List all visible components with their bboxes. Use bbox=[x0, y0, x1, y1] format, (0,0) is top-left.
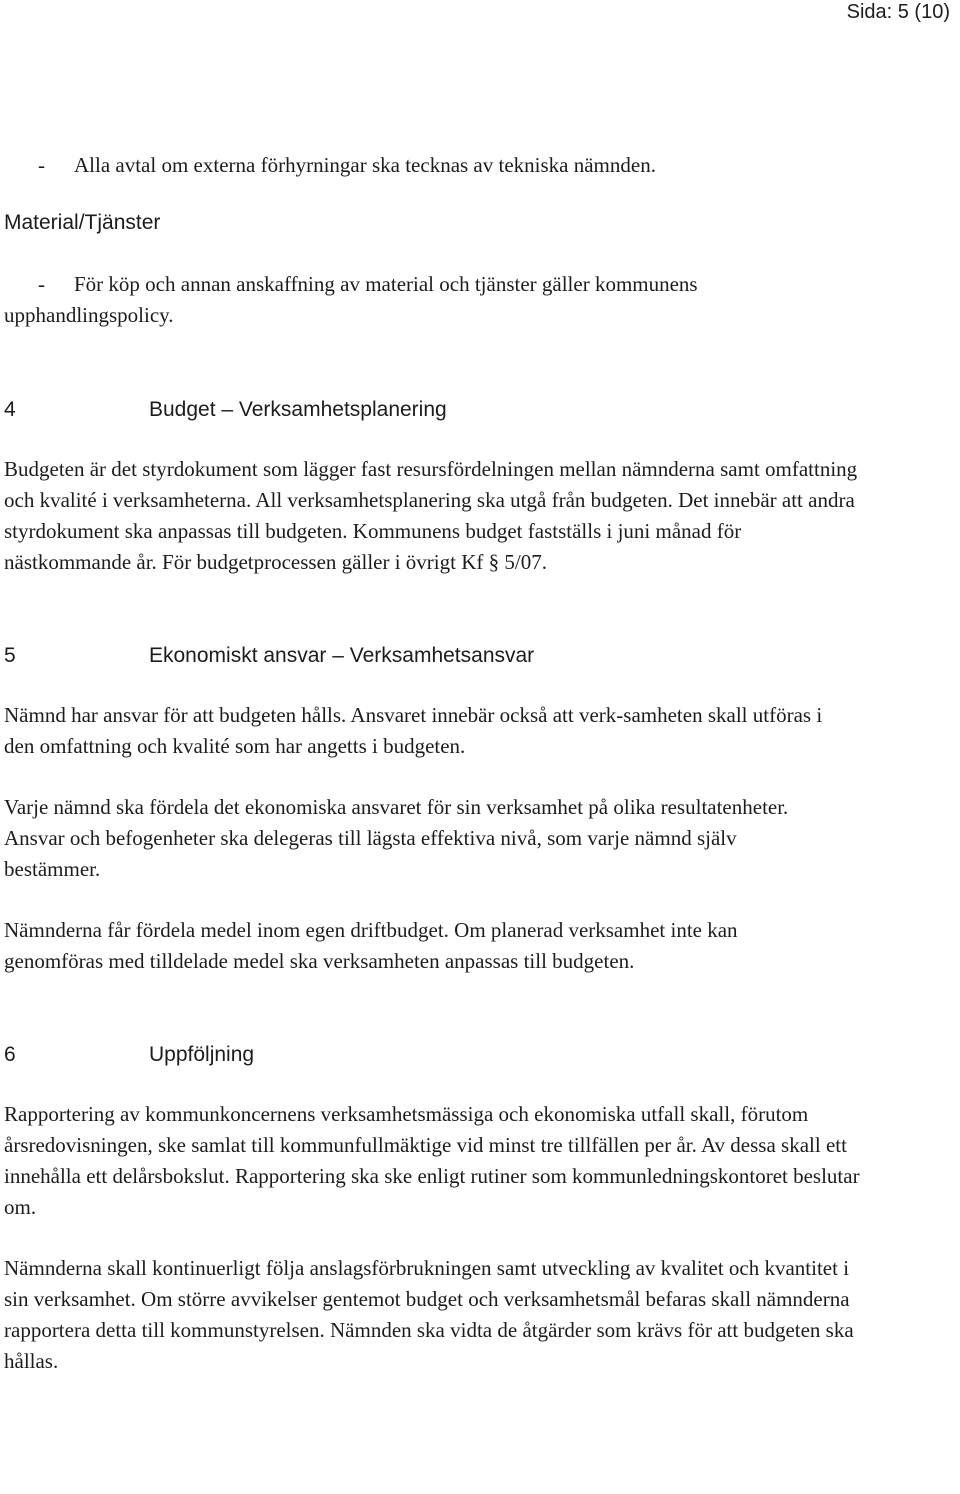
section-number: 6 bbox=[4, 1043, 16, 1066]
page-number: Sida: 5 (10) bbox=[846, 1, 950, 23]
section-6-heading bbox=[4, 1041, 944, 1069]
section-6-paragraph-1: Rapportering av kommunkoncernens verksamhetsmässiga och ekonomiska utfall skall, förutom årsredovisningen, ske samlat till kommunfullmäktige vid minst tre tillfällen per år. Av dessa skall ett innehålla ett delårsbokslut. Rapportering ska ske enligt rutiner som kommunledningskontoret beslutar om. bbox=[4, 1102, 860, 1219]
section-title: Uppföljning bbox=[149, 1043, 255, 1066]
subheading-material-services: Material/Tjänster bbox=[4, 211, 161, 234]
bullet-dash: - bbox=[38, 153, 45, 177]
section-number: 5 bbox=[4, 644, 16, 667]
section-5-paragraph-2: Varje nämnd ska fördela det ekonomiska ansvaret för sin verksamhet på olika resultatenheter. Ansvar och befogenheter ska delegeras till lägsta effektiva nivå, som varje nämnd själv bestämmer. bbox=[4, 795, 789, 881]
bullet-text-line-2: upphandlingspolicy. bbox=[4, 303, 174, 327]
section-5-heading bbox=[4, 642, 944, 670]
section-5-paragraph-1: Nämnd har ansvar för att budgeten hålls. Ansvaret innebär också att verk-samheten skall utföras i den omfattning och kvalité som har angetts i budgeten. bbox=[4, 703, 823, 758]
section-number: 4 bbox=[4, 398, 16, 421]
section-title: Budget – Verksamhetsplanering bbox=[149, 398, 447, 421]
bullet-text-line-1: För köp och annan anskaffning av material och tjänster gäller kommunens bbox=[74, 272, 698, 296]
section-title: Ekonomiskt ansvar – Verksamhetsansvar bbox=[149, 644, 535, 667]
bullet-text: Alla avtal om externa förhyrningar ska tecknas av tekniska nämnden. bbox=[74, 153, 656, 177]
bullet-item-external-leases bbox=[4, 150, 944, 181]
section-6-paragraph-2: Nämnderna skall kontinuerligt följa anslagsförbrukningen samt utveckling av kvalitet och kvantitet i sin verksamhet. Om större avvikelser gentemot budget och verksamhetsmål befaras skall nämnderna rapportera detta till kommunstyrelsen. Nämnden ska vidta de åtgärder som krävs för att budgeten ska hållas. bbox=[4, 1256, 854, 1373]
section-5-paragraph-3: Nämnderna får fördela medel inom egen driftbudget. Om planerad verksamhet inte kan genomföras med tilldelade medel ska verksamheten anpassas till budgeten. bbox=[4, 918, 738, 973]
bullet-item-procurement bbox=[4, 269, 944, 331]
document-body bbox=[4, 150, 944, 1377]
section-4-heading bbox=[4, 396, 944, 424]
section-4-paragraph: Budgeten är det styrdokument som lägger fast resursfördelningen mellan nämnderna samt omfattning och kvalité i verksamheterna. All verksamhetsplanering ska utgå från budgeten. Det innebär att andra styrdokument ska anpassas till budgeten. Kommunens budget fastställs i juni månad för nästkommande år. För budgetprocessen gäller i övrigt Kf § 5/07. bbox=[4, 457, 858, 574]
bullet-dash: - bbox=[38, 272, 45, 296]
